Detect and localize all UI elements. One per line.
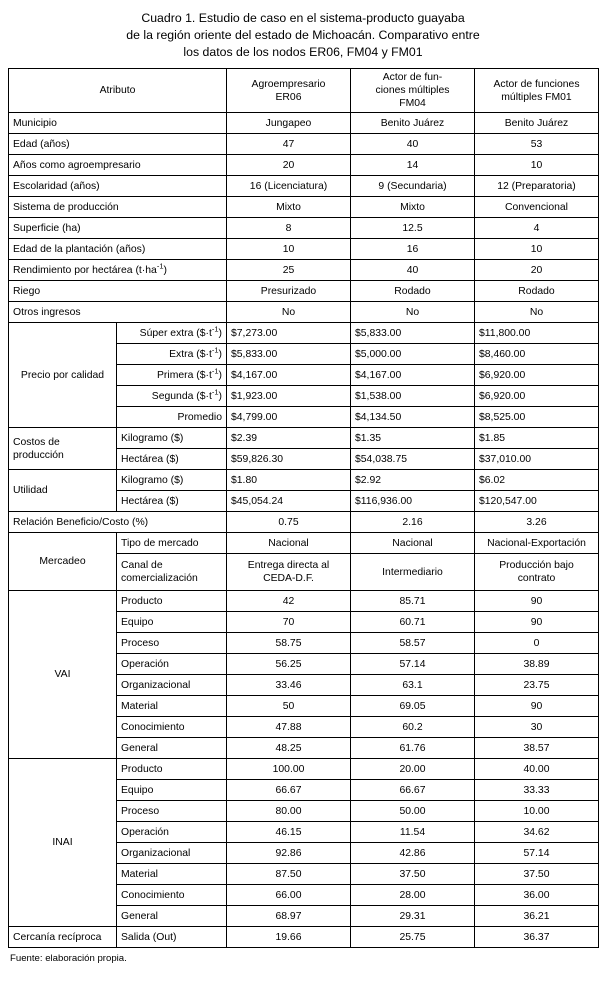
row-value: No xyxy=(351,302,475,323)
table-row xyxy=(9,759,599,780)
caption-line-2: de la región oriente del estado de Michoacán. Comparativo entre xyxy=(126,28,480,42)
table-row xyxy=(9,927,599,948)
row-label-super-extra: Súper extra $(\$\cdot t^{-1})$ xyxy=(117,323,227,344)
row-value: 66.67 xyxy=(351,780,475,801)
row-value: Jungapeo xyxy=(227,113,351,134)
header-er06-line1: Agroempresario xyxy=(251,78,326,90)
row-value: 3.26 xyxy=(475,512,599,533)
row-label: Salida (Out) xyxy=(117,927,227,948)
row-label: Promedio xyxy=(117,407,227,428)
row-value: $6,920.00 xyxy=(475,386,599,407)
row-value: 0 xyxy=(475,633,599,654)
table-row xyxy=(9,281,599,302)
row-value: 10 xyxy=(475,239,599,260)
row-value: 92.86 xyxy=(227,843,351,864)
row-value: 40.00 xyxy=(475,759,599,780)
row-value: 10 xyxy=(475,155,599,176)
row-label: Otros ingresos xyxy=(9,302,227,323)
row-value: $54,038.75 xyxy=(351,449,475,470)
row-label: Sistema de producción xyxy=(9,197,227,218)
row-value: 53 xyxy=(475,134,599,155)
table-row xyxy=(9,239,599,260)
row-value: 0.75 xyxy=(227,512,351,533)
group-label-costos-line1: Costos de xyxy=(13,436,60,448)
row-label: Proceso xyxy=(117,633,227,654)
row-value: 70 xyxy=(227,612,351,633)
table-caption xyxy=(8,10,598,61)
table-row xyxy=(9,302,599,323)
row-value: 48.25 xyxy=(227,738,351,759)
row-value: 20 xyxy=(475,260,599,281)
row-value: $120,547.00 xyxy=(475,491,599,512)
table-row xyxy=(9,323,599,344)
row-value: 58.57 xyxy=(351,633,475,654)
row-value: 68.97 xyxy=(227,906,351,927)
row-label: Escolaridad (años) xyxy=(9,176,227,197)
row-label: Kilogramo ($) xyxy=(117,470,227,491)
row-value: 57.14 xyxy=(351,654,475,675)
row-label-rendimiento: Rendimiento por hectárea $(t\cdot ha^{-1})$ xyxy=(9,260,227,281)
row-label: Producto xyxy=(117,759,227,780)
row-value: 40 xyxy=(351,260,475,281)
row-value: 12.5 xyxy=(351,218,475,239)
row-value: 38.89 xyxy=(475,654,599,675)
table-row xyxy=(9,134,599,155)
group-label-precio: Precio por calidad xyxy=(9,323,117,428)
row-value-canal-er06 xyxy=(227,554,351,591)
row-value: 28.00 xyxy=(351,885,475,906)
row-value: 2.16 xyxy=(351,512,475,533)
row-value: $8,460.00 xyxy=(475,344,599,365)
row-value: $116,936.00 xyxy=(351,491,475,512)
row-value: 61.76 xyxy=(351,738,475,759)
row-value: Mixto xyxy=(227,197,351,218)
row-value: 34.62 xyxy=(475,822,599,843)
row-label: Tipo de mercado xyxy=(117,533,227,554)
row-value: Rodado xyxy=(351,281,475,302)
group-label-mercadeo: Mercadeo xyxy=(9,533,117,591)
row-value: 16 (Licenciatura) xyxy=(227,176,351,197)
row-value: $4,799.00 xyxy=(227,407,351,428)
row-value: 57.14 xyxy=(475,843,599,864)
row-value: 10.00 xyxy=(475,801,599,822)
table-row xyxy=(9,260,599,281)
row-value: 50.00 xyxy=(351,801,475,822)
row-value: $8,525.00 xyxy=(475,407,599,428)
group-label-costos-line2: producción xyxy=(13,449,64,461)
header-er06 xyxy=(227,69,351,113)
row-label: Hectárea ($) xyxy=(117,449,227,470)
row-label: Conocimiento xyxy=(117,885,227,906)
row-value: 8 xyxy=(227,218,351,239)
row-value: $6.02 xyxy=(475,470,599,491)
row-value: 30 xyxy=(475,717,599,738)
row-value: $2.92 xyxy=(351,470,475,491)
row-value: 69.05 xyxy=(351,696,475,717)
row-value: $2.39 xyxy=(227,428,351,449)
row-value: 25.75 xyxy=(351,927,475,948)
row-label: Organizacional xyxy=(117,675,227,696)
header-fm01 xyxy=(475,69,599,113)
row-value: 29.31 xyxy=(351,906,475,927)
row-value: 33.33 xyxy=(475,780,599,801)
row-label-canal-line2: comercialización xyxy=(121,573,198,584)
row-value: $4,167.00 xyxy=(227,365,351,386)
header-er06-line2: ER06 xyxy=(275,91,302,103)
row-value: 23.75 xyxy=(475,675,599,696)
data-table xyxy=(8,68,599,948)
row-label: Producto xyxy=(117,591,227,612)
group-label-utilidad: Utilidad xyxy=(9,470,117,512)
table-row xyxy=(9,176,599,197)
row-label-segunda: Segunda $(\$\cdot t^{-1})$ xyxy=(117,386,227,407)
row-value: $1.80 xyxy=(227,470,351,491)
header-fm01-line2: múltiples FM01 xyxy=(501,91,572,103)
row-value: 90 xyxy=(475,696,599,717)
row-value: $5,833.00 xyxy=(227,344,351,365)
row-value-canal-fm01 xyxy=(475,554,599,591)
row-value: 12 (Preparatoria) xyxy=(475,176,599,197)
row-value: Intermediario xyxy=(351,554,475,591)
row-value: 66.00 xyxy=(227,885,351,906)
row-label-extra: Extra $(\$\cdot t^{-1})$ xyxy=(117,344,227,365)
row-value: 37.50 xyxy=(475,864,599,885)
row-value: 20 xyxy=(227,155,351,176)
header-fm04-line3: FM04 xyxy=(399,98,426,109)
header-fm04 xyxy=(351,69,475,113)
row-value: Convencional xyxy=(475,197,599,218)
row-value: No xyxy=(475,302,599,323)
group-label-inai: INAI xyxy=(9,759,117,927)
row-value: 60.2 xyxy=(351,717,475,738)
row-value: $1.35 xyxy=(351,428,475,449)
row-label: Hectárea ($) xyxy=(117,491,227,512)
table-row xyxy=(9,113,599,134)
row-value: $6,920.00 xyxy=(475,365,599,386)
row-value: 36.21 xyxy=(475,906,599,927)
table-row xyxy=(9,155,599,176)
row-label: Edad (años) xyxy=(9,134,227,155)
row-value: $1,538.00 xyxy=(351,386,475,407)
row-value: 37.50 xyxy=(351,864,475,885)
row-label: Relación Beneficio/Costo (%) xyxy=(9,512,227,533)
row-value: Benito Juárez xyxy=(475,113,599,134)
row-label: Riego xyxy=(9,281,227,302)
row-value: Nacional xyxy=(351,533,475,554)
row-value: $4,134.50 xyxy=(351,407,475,428)
row-value: 90 xyxy=(475,612,599,633)
row-value: $45,054.24 xyxy=(227,491,351,512)
row-value: 9 (Secundaria) xyxy=(351,176,475,197)
row-value: Benito Juárez xyxy=(351,113,475,134)
group-label-vai: VAI xyxy=(9,591,117,759)
row-value: $1,923.00 xyxy=(227,386,351,407)
row-value: $59,826.30 xyxy=(227,449,351,470)
header-fm04-line1: Actor de fun- xyxy=(382,72,443,83)
row-label: Material xyxy=(117,696,227,717)
row-value: 38.57 xyxy=(475,738,599,759)
row-value: 4 xyxy=(475,218,599,239)
table-row xyxy=(9,591,599,612)
row-value: 36.37 xyxy=(475,927,599,948)
table-row xyxy=(9,218,599,239)
row-value: 80.00 xyxy=(227,801,351,822)
group-label-cercania: Cercanía recíproca xyxy=(9,927,117,948)
row-label: Equipo xyxy=(117,612,227,633)
row-value: 11.54 xyxy=(351,822,475,843)
row-value: 87.50 xyxy=(227,864,351,885)
caption-line-3: los datos de los nodos ER06, FM04 y FM01 xyxy=(183,45,423,59)
table-row xyxy=(9,512,599,533)
row-value: $7,273.00 xyxy=(227,323,351,344)
row-value: 36.00 xyxy=(475,885,599,906)
table-row xyxy=(9,197,599,218)
row-value: 42.86 xyxy=(351,843,475,864)
row-label: Operación xyxy=(117,822,227,843)
row-value: 16 xyxy=(351,239,475,260)
row-label: Organizacional xyxy=(117,843,227,864)
row-label: Edad de la plantación (años) xyxy=(9,239,227,260)
header-attribute: Atributo xyxy=(9,69,227,113)
canal-fm01-line1: Producción bajo xyxy=(499,560,574,571)
row-label: General xyxy=(117,906,227,927)
row-value: $4,167.00 xyxy=(351,365,475,386)
row-value: 42 xyxy=(227,591,351,612)
caption-line-1: Cuadro 1. Estudio de caso en el sistema-producto guayaba xyxy=(141,11,465,25)
row-label-canal-line1: Canal de xyxy=(121,560,163,571)
canal-er06-line1: Entrega directa al xyxy=(247,560,330,571)
row-value: Presurizado xyxy=(227,281,351,302)
row-value: $5,000.00 xyxy=(351,344,475,365)
row-value: 47 xyxy=(227,134,351,155)
row-value: 90 xyxy=(475,591,599,612)
row-value: $37,010.00 xyxy=(475,449,599,470)
row-label: Superficie (ha) xyxy=(9,218,227,239)
row-value: 60.71 xyxy=(351,612,475,633)
row-value: Rodado xyxy=(475,281,599,302)
row-value: 66.67 xyxy=(227,780,351,801)
row-value: 20.00 xyxy=(351,759,475,780)
row-label: Equipo xyxy=(117,780,227,801)
header-fm01-line1: Actor de funciones xyxy=(493,78,580,90)
row-value: 25 xyxy=(227,260,351,281)
table-row xyxy=(9,533,599,554)
row-label: Material xyxy=(117,864,227,885)
row-value: $1.85 xyxy=(475,428,599,449)
row-value: 100.00 xyxy=(227,759,351,780)
row-value: 63.1 xyxy=(351,675,475,696)
row-label: Proceso xyxy=(117,801,227,822)
row-value: 10 xyxy=(227,239,351,260)
row-value: 58.75 xyxy=(227,633,351,654)
row-value: $5,833.00 xyxy=(351,323,475,344)
row-value: Nacional-Exportación xyxy=(475,533,599,554)
header-fm04-line2: ciones múltiples xyxy=(375,85,450,96)
source-note: Fuente: elaboración propia. xyxy=(10,953,127,964)
table-row xyxy=(9,470,599,491)
row-value: 14 xyxy=(351,155,475,176)
row-value: 50 xyxy=(227,696,351,717)
table-row xyxy=(9,428,599,449)
row-value: 40 xyxy=(351,134,475,155)
table-header-row xyxy=(9,69,599,113)
row-label-canal xyxy=(117,554,227,591)
row-value: 56.25 xyxy=(227,654,351,675)
canal-er06-line2: CEDA-D.F. xyxy=(263,573,314,584)
canal-fm01-line2: contrato xyxy=(517,573,556,584)
row-value: 19.66 xyxy=(227,927,351,948)
row-value: Mixto xyxy=(351,197,475,218)
row-value: $11,800.00 xyxy=(475,323,599,344)
row-value: 46.15 xyxy=(227,822,351,843)
row-label: Años como agroempresario xyxy=(9,155,227,176)
row-label: Municipio xyxy=(9,113,227,134)
row-label: Operación xyxy=(117,654,227,675)
row-value: Nacional xyxy=(227,533,351,554)
group-label-costos xyxy=(9,428,117,470)
row-value: 85.71 xyxy=(351,591,475,612)
row-label-primera: Primera $(\$\cdot t^{-1})$ xyxy=(117,365,227,386)
row-value: 33.46 xyxy=(227,675,351,696)
row-label: Conocimiento xyxy=(117,717,227,738)
row-label: Kilogramo ($) xyxy=(117,428,227,449)
row-label: General xyxy=(117,738,227,759)
row-value: 47.88 xyxy=(227,717,351,738)
row-value: No xyxy=(227,302,351,323)
